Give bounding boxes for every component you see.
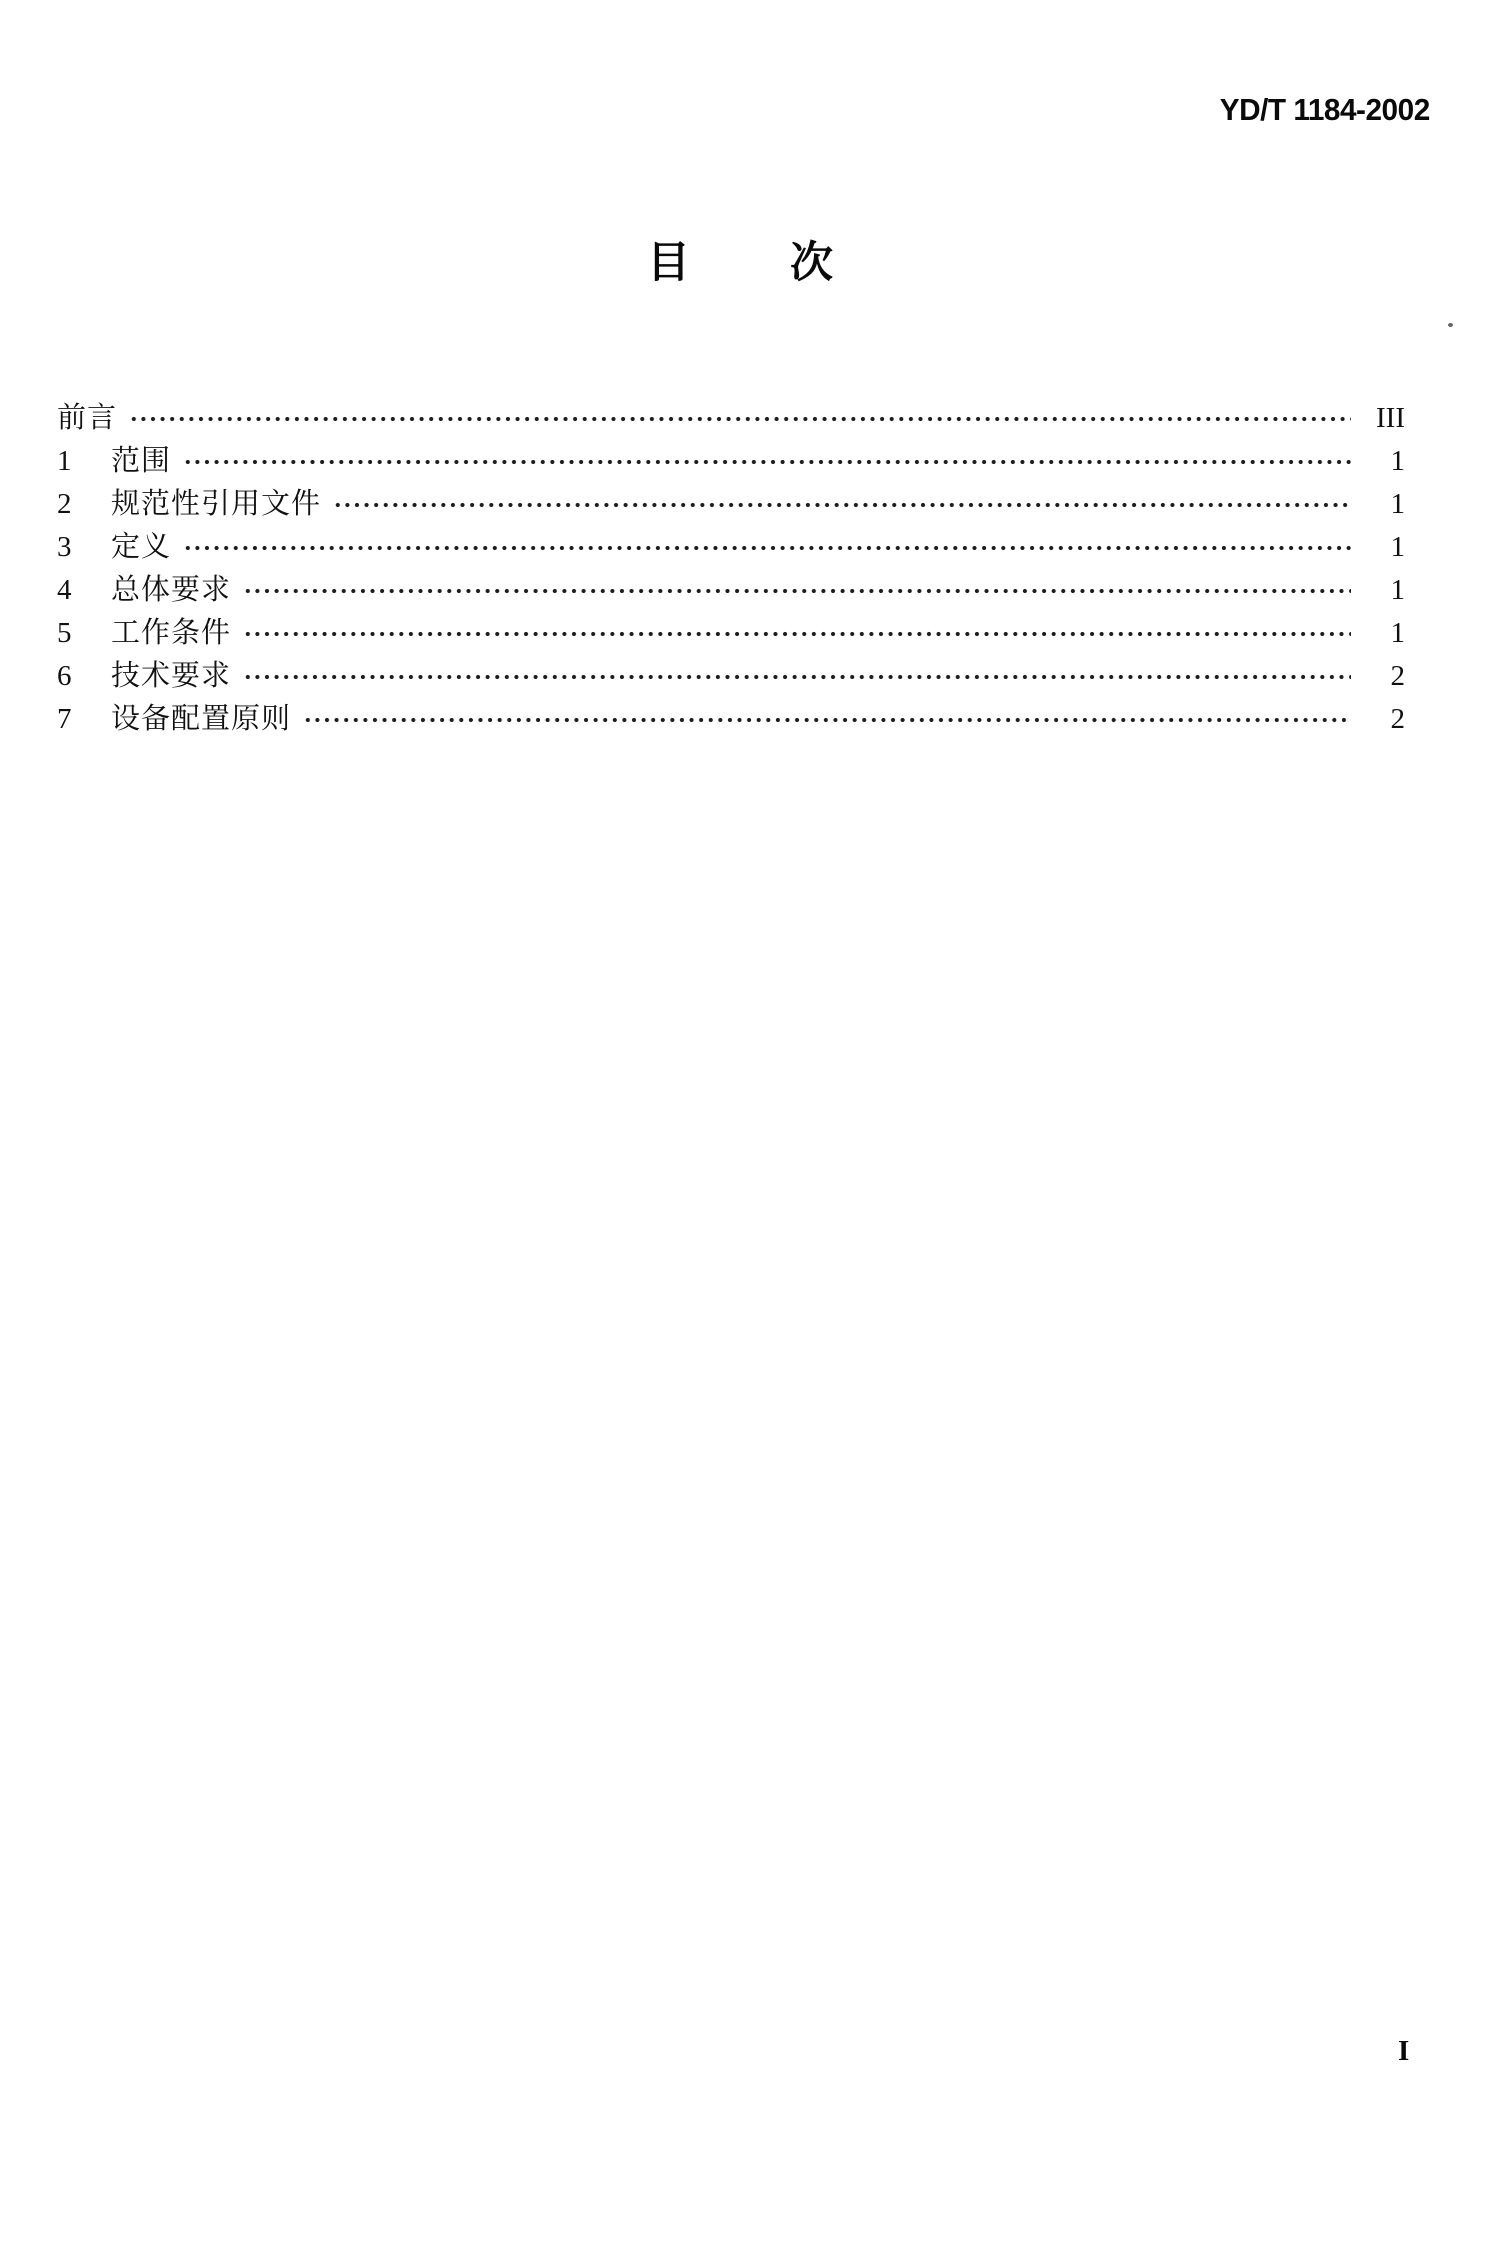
- dot-leader: [243, 670, 1351, 684]
- toc-entry-label: 总体要求: [111, 574, 232, 606]
- toc-entry: [57, 483, 1405, 526]
- toc-title: [647, 242, 833, 285]
- toc-entry: [57, 440, 1405, 483]
- toc-entry-page: III: [1376, 402, 1405, 434]
- toc-entry-number: 6: [57, 660, 72, 692]
- toc-entry-label: 定义: [111, 531, 172, 563]
- toc-entry: [57, 569, 1405, 612]
- toc-entry-label: 规范性引用文件: [111, 488, 322, 520]
- toc-title-char-1: 目: [647, 240, 690, 287]
- toc-entry-label: 技术要求: [111, 660, 232, 692]
- toc-entry-page: 1: [1390, 574, 1405, 606]
- toc-entry-label: 设备配置原则: [111, 703, 292, 735]
- scan-artifact-dot: [1448, 323, 1453, 327]
- dot-leader: [129, 412, 1351, 426]
- toc-entry-label: 范围: [111, 445, 172, 477]
- toc-title-char-2: 次: [790, 240, 833, 287]
- dot-leader: [183, 541, 1351, 555]
- dot-leader: [333, 498, 1351, 512]
- dot-leader: [303, 713, 1351, 727]
- toc-entry: [57, 612, 1405, 655]
- toc-entry: [57, 655, 1405, 698]
- toc-entry-number: 5: [57, 617, 72, 649]
- toc-entry-page: 1: [1390, 488, 1405, 520]
- toc-entry: [57, 397, 1405, 440]
- page-number-footer: I: [1398, 2035, 1410, 2067]
- toc-entry-label: 前言: [57, 402, 118, 434]
- toc-entry-number: 2: [57, 488, 72, 520]
- dot-leader: [243, 627, 1351, 641]
- toc-entry-label: 工作条件: [111, 617, 232, 649]
- standard-number-header: YD/T 1184-2002: [1219, 92, 1430, 127]
- toc-entry-page: 2: [1390, 660, 1405, 692]
- dot-leader: [243, 584, 1351, 598]
- dot-leader: [183, 455, 1351, 469]
- toc-entry-number: 4: [57, 574, 72, 606]
- table-of-contents: [57, 397, 1405, 741]
- toc-entry-number: 3: [57, 531, 72, 563]
- toc-entry: [57, 698, 1405, 741]
- toc-entry-page: 1: [1390, 617, 1405, 649]
- toc-entry-page: 1: [1390, 445, 1405, 477]
- toc-entry-number: 1: [57, 445, 72, 477]
- toc-entry-page: 2: [1390, 703, 1405, 735]
- toc-entry-page: 1: [1390, 531, 1405, 563]
- toc-entry-number: 7: [57, 703, 72, 735]
- toc-entry: [57, 526, 1405, 569]
